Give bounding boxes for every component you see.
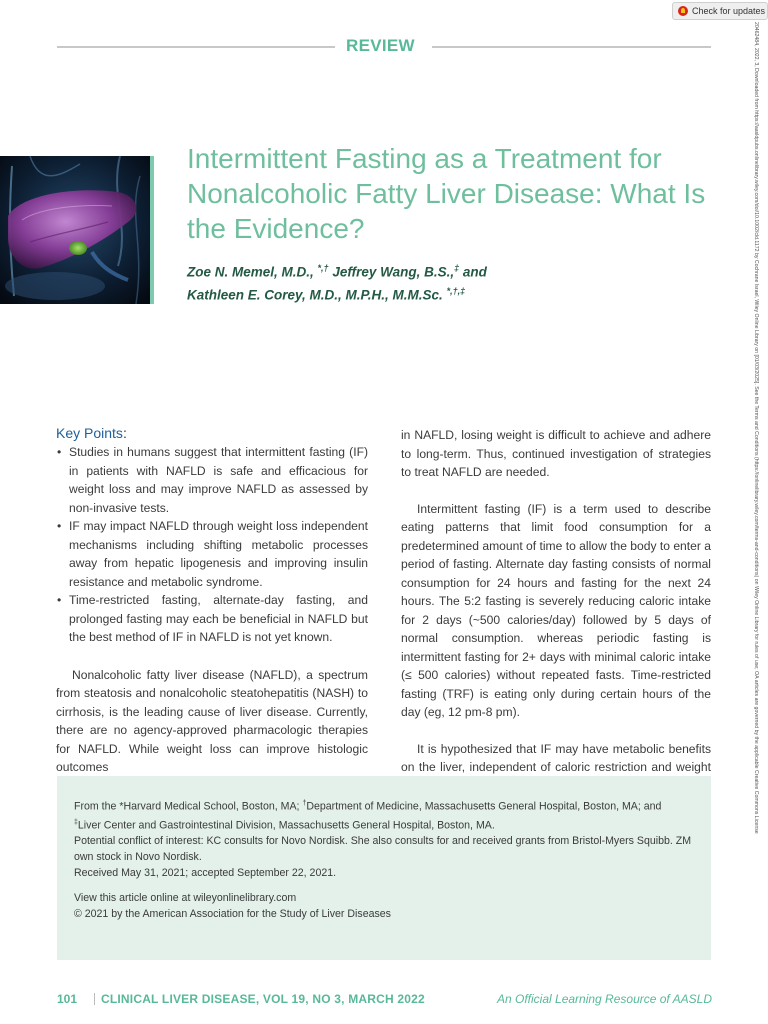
- author-1: Zoe N. Memel, M.D.,: [187, 264, 314, 280]
- section-label: REVIEW: [346, 36, 415, 55]
- journal-citation: CLINICAL LIVER DISEASE, VOL 19, NO 3, MARCH 2022: [101, 992, 425, 1006]
- article-title: Intermittent Fasting as a Treatment for Nonalcoholic Fatty Liver Disease: What Is the Evidence?: [187, 143, 706, 244]
- affiliation-a: From the *Harvard Medical School, Boston, MA;: [74, 800, 303, 813]
- body-paragraph-2: Intermittent fasting (IF) is a term used to describe eating patterns that limit food consumption for a predetermined amount of time to allow the body to enter a period of fasting. Alternate day fasting consists of normal consumption for 24 hours and fasting for the next 24 hours. The 5:2 fasting is severely reducing caloric intake for 2 days (~500 calories/day) followed by 5 days of normal consumption. whereas periodic fasting is intermittent fasting for 2+ days with minimal caloric intake (≤ 500 calories) without repeated fasts. Time-restricted fasting (TRF) is eating only during certain hours of the day (eg, 12 pm-8 pm).: [401, 501, 711, 719]
- download-notice: [752, 22, 762, 1002]
- key-points-heading: Key Points:: [56, 425, 127, 441]
- affiliation-c-mark: ‡: [74, 818, 78, 826]
- author-3-affil: *,†,‡: [446, 285, 466, 296]
- affiliation-b: Department of Medicine, Massachusetts General Hospital, Boston, MA; and: [306, 800, 662, 813]
- aasld-resource-label: An Official Learning Resource of AASLD: [497, 992, 712, 1006]
- download-notice-text: 20462484, 2022, 3, Downloaded from https://aasldpubs.onlinelibrary.wiley.com/doi/10.1002/cld.1172 by Cochrane Israel, Wiley Online Library on [01/03/2025]. See the Terms and Conditions (https://onlinelibrary.wiley.com/terms-and-conditions) on Wiley Online Library for rules of use; OA articles are governed by the applicable Creative Commons License: [753, 22, 759, 834]
- left-column: [56, 423, 368, 777]
- body-paragraph-1: in NAFLD, losing weight is difficult to achieve and adhere to long-term. Thus, continued investigation of strategies to treat NAFLD are needed.: [401, 428, 711, 479]
- page-footer: [57, 992, 712, 1008]
- page-number: 101: [57, 992, 78, 1006]
- check-for-updates-button[interactable]: [672, 2, 768, 20]
- spacer: [56, 647, 368, 666]
- image-accent-bar: [150, 156, 154, 304]
- check-for-updates-label: Check for updates: [692, 6, 766, 16]
- spacer: [74, 881, 694, 890]
- author-conjunction: and: [459, 264, 487, 280]
- spacer: [401, 482, 711, 500]
- liver-illustration: [0, 156, 150, 304]
- footer-divider: [94, 993, 95, 1005]
- author-3: Kathleen E. Corey, M.D., M.P.H., M.M.Sc.: [187, 287, 443, 302]
- crossmark-icon: [678, 6, 688, 16]
- copyright: © 2021 by the American Association for the Study of Liver Diseases: [74, 908, 391, 921]
- author-list: [187, 259, 707, 304]
- author-2: Jeffrey Wang, B.S.,: [332, 264, 455, 280]
- intro-paragraph: Nonalcoholic fatty liver disease (NAFLD), a spectrum from steatosis and nonalcoholic steatohepatitis (NASH) to cirrhosis, is the leading cause of liver disease. Currently, there are no agency-approved pharmacologic therapies for NAFLD. While weight loss can improve histologic outcomes: [56, 667, 368, 774]
- key-point-item: • IF may impact NAFLD through weight loss independent mechanisms including shifting metabolic processes away from hepatic lipogenesis and improving insulin resistance and metabolic syndrome.: [56, 517, 368, 591]
- spacer: [401, 722, 711, 740]
- conflict-of-interest: Potential conflict of interest: KC consults for Novo Nordisk. She also consults for and received grants from Bristol-Myers Squibb. ZM own stock in Novo Nordisk.: [74, 835, 692, 864]
- key-points-title: Key Points: [56, 425, 123, 441]
- right-column: [401, 426, 711, 795]
- key-point-item: • Studies in humans suggest that intermittent fasting (IF) in patients with NAFLD is safe and efficacious for weight loss and may improve NAFLD as assessed by non-invasive tests.: [56, 443, 368, 517]
- header-rule-right: [432, 46, 711, 48]
- affiliation-b-mark: †: [302, 800, 307, 807]
- affiliations: [74, 796, 694, 833]
- key-point-item: • Time-restricted fasting, alternate-day fasting, and prolonged fasting may each be beneficial in NAFLD but the best method of IF in NAFLD is not yet known.: [56, 591, 368, 647]
- view-online: View this article online at wileyonlinelibrary.com: [74, 892, 297, 905]
- affiliation-c: Liver Center and Gastrointestinal Division, Massachusetts General Hospital, Boston, MA.: [77, 819, 495, 832]
- key-points-list: [56, 443, 368, 647]
- author-2-affil: ‡: [454, 263, 460, 273]
- footnote-text: [74, 796, 694, 922]
- header-rule-left: [57, 46, 335, 48]
- received-dates: Received May 31, 2021; accepted September 22, 2021.: [74, 867, 337, 880]
- body-paragraph-3: It is hypothesized that IF may have metabolic benefits on the liver, independent of caloric restriction and weight: [401, 741, 711, 774]
- author-1-affil: *,†: [317, 263, 329, 273]
